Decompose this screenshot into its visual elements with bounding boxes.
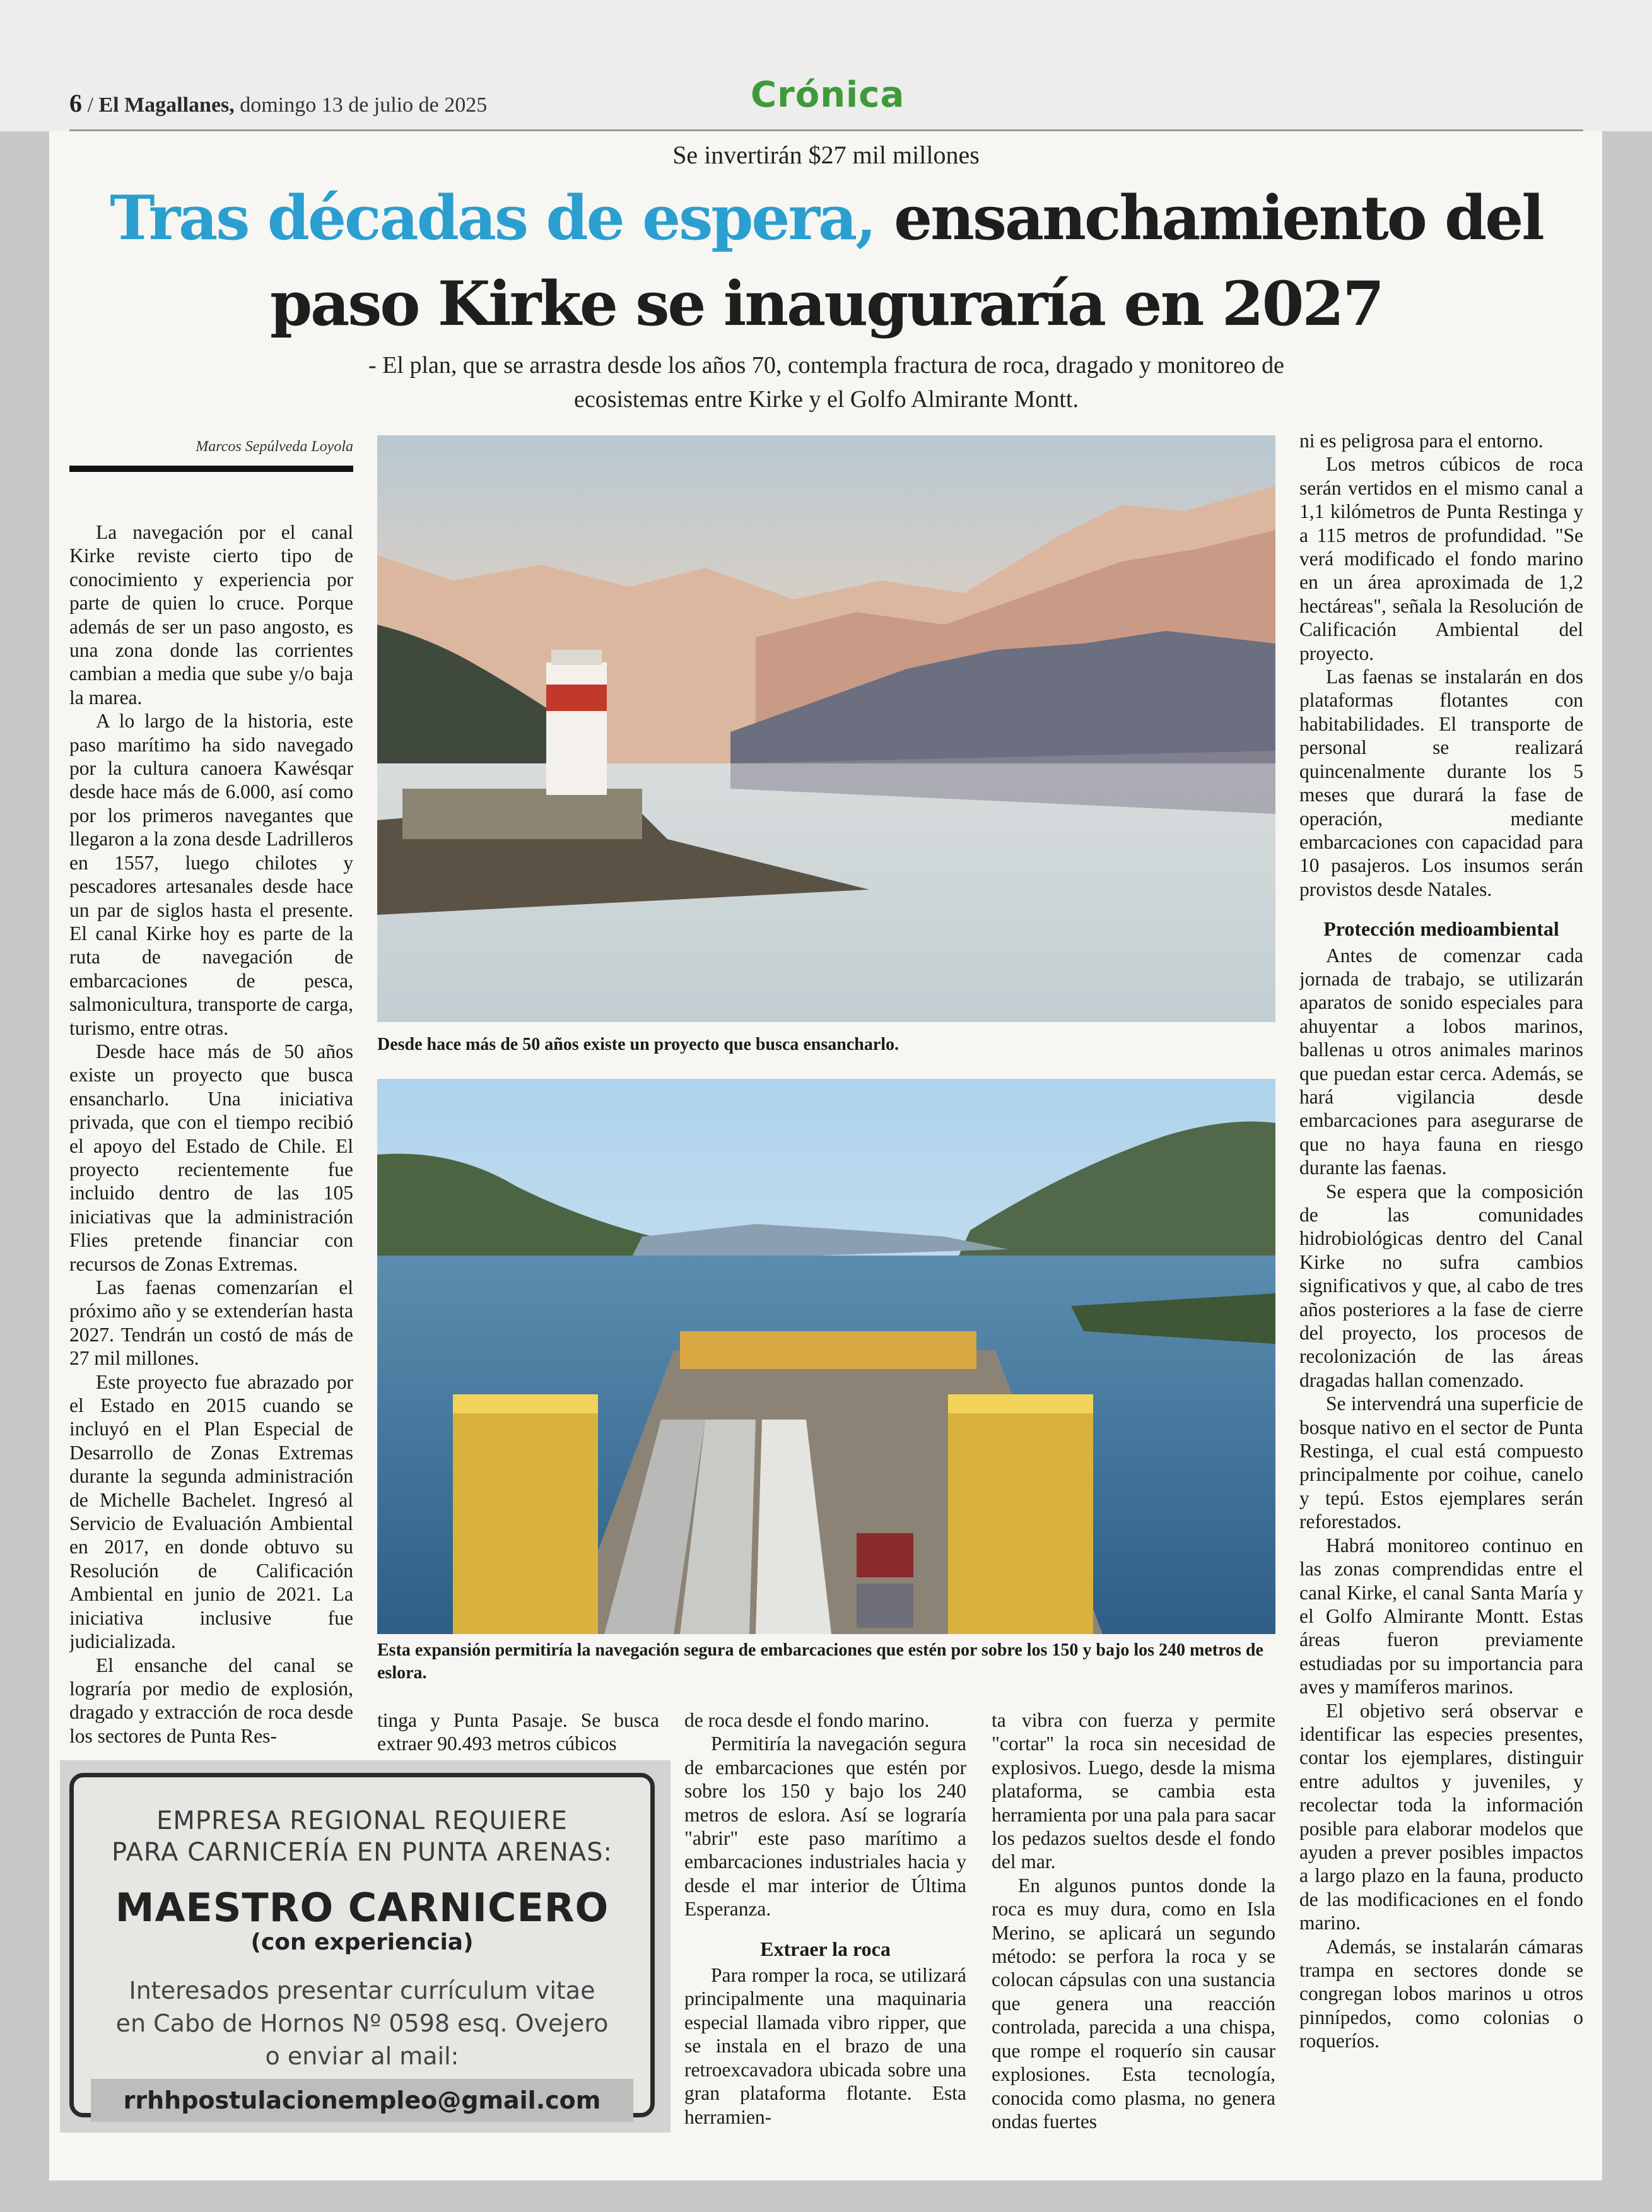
ferry-deck-photo bbox=[377, 1079, 1275, 1634]
ad-info-2: en Cabo de Hornos Nº 0598 esq. Ovejero bbox=[115, 2009, 609, 2037]
article-kicker: Se invertirán $27 mil millones bbox=[672, 141, 980, 169]
folio-separator: / bbox=[87, 93, 93, 117]
ad-title: MAESTRO CARNICERO bbox=[115, 1885, 609, 1931]
paragraph: El ensanche del canal se lograría por medio de explosión, dragado y extracción de roca desde los sectores de Punta Res- bbox=[69, 1654, 353, 1747]
folio bbox=[69, 88, 487, 118]
paragraph: En algunos puntos donde la roca es muy dura, como en Isla Merino, se aplicará un segundo método: se perfora la roca y se colocan cápsulas con una sustancia que genera una reacción controlada, parecida a una chispa, que rompe el roquerío sin causar explosiones. Esta tecnología, conocida como plasma, no genera ondas fuertes bbox=[992, 1874, 1275, 2133]
paragraph: tinga y Punta Pasaje. Se busca extraer 90.493 metros cúbicos bbox=[377, 1709, 659, 1755]
paragraph: Desde hace más de 50 años existe un proyecto que busca ensancharlo. Una iniciativa privada, que con el tiempo recibió el apoyo del Estado de Chile. El proyecto recientemente fue incluido dentro de las 105 iniciativas que la administración Flies pretende financiar con recursos de Zonas Extremas. bbox=[69, 1040, 353, 1275]
byline: Marcos Sepúlveda Loyola bbox=[196, 438, 353, 455]
subheading-proteccion: Protección medioambiental bbox=[1323, 917, 1559, 941]
ad-subtitle: (con experiencia) bbox=[250, 1929, 474, 1955]
paragraph: Las faenas comenzarían el próximo año y se extenderían hasta 2027. Tendrán un costó de más de 27 mil millones. bbox=[69, 1276, 353, 1370]
article-column-right bbox=[1299, 429, 1583, 2145]
paragraph: Las faenas se instalarán en dos plataformas flotantes con habitabilidades. El transporte de personal se realizará quincenalmente durante los 5 meses que durará la fase de operación, mediante embarcaciones con capacidad para 10 pasajeros. Los insumos serán provistos desde Natales. bbox=[1299, 666, 1583, 900]
job-ad bbox=[69, 1773, 655, 2117]
paragraph: Para romper la roca, se utilizará principalmente una maquinaria especial llamada vibro ripper, que se instala en el brazo de una retroexcavadora ubicada sobre una gran plataforma flotante. Esta herramien- bbox=[684, 1964, 966, 2128]
byline-rule bbox=[69, 466, 353, 472]
paragraph: Habrá monitoreo continuo en las zonas comprendidas entre el canal Kirke, el canal Santa María y el Golfo Almirante Montt. Estas áreas fueron previamente estudiadas por su importancia para aves y mamíferos marinos. bbox=[1299, 1534, 1583, 1698]
paragraph: El objetivo será observar e identificar las especies presentes, contar los ejemplares, distinguir entre adultos y juveniles, y recolectar toda la información posible para elaborar modelos que ayuden a prever posibles impactos a largo plazo en la fauna, producto de las modificaciones en el fondo marino. bbox=[1299, 1699, 1583, 1934]
header-rule bbox=[69, 129, 1583, 131]
paragraph: ta vibra con fuerza y permite "cortar" la roca sin necesidad de explosivos. Luego, desde la misma plataforma, se cambia esta herramienta por una pala para sacar los pedazos sueltos desde el fondo del mar. bbox=[992, 1709, 1275, 1873]
page-number: 6 bbox=[69, 89, 82, 117]
ad-info-3: o enviar al mail: bbox=[265, 2042, 459, 2070]
headline-highlight: Tras décadas de espera, bbox=[110, 182, 875, 254]
paragraph: ni es peligrosa para el entorno. bbox=[1299, 430, 1544, 452]
ad-line-1: EMPRESA REGIONAL REQUIERE bbox=[156, 1806, 568, 1835]
subheading-extraer-roca: Extraer la roca bbox=[760, 1937, 891, 1960]
article-column-3-bottom bbox=[684, 1709, 966, 2150]
paragraph: Los metros cúbicos de roca serán vertidos en el mismo canal a 1,1 kilómetros de Punta Restinga y a 115 metros de profundidad. "Se verá modificado el fondo marino en un área aproximada de 1,2 hectáreas", señala la Resolución de Calificación Ambiental del proyecto. bbox=[1299, 453, 1583, 664]
paragraph: La navegación por el canal Kirke reviste cierto tipo de conocimiento y experiencia por parte de quien lo cruce. Porque además de ser un paso angosto, es una zona donde las corrientes cambian a media que sube y/o baja la marea. bbox=[69, 521, 353, 709]
ad-email[interactable]: rrhhpostulacionempleo@gmail.com bbox=[91, 2079, 633, 2122]
article-column-2-bottom bbox=[377, 1709, 659, 1759]
paragraph: Este proyecto fue abrazado por el Estado en 2015 cuando se incluyó en el Plan Especial de Desarrollo de Zonas Extremas durante la segunda administración de Michelle Bachelet. Ingresó al Servicio de Evaluación Ambiental en 2017, en donde obtuvo su Resolución de Calificación Ambiental en junio de 2021. La iniciativa inclusive fue judicializada. bbox=[69, 1370, 353, 1653]
photo-caption-2: Esta expansión permitiría la navegación segura de embarcaciones que estén por sobre los 150 y bajo los 240 metros de eslora. bbox=[377, 1640, 1263, 1683]
publication-date: domingo 13 de julio de 2025 bbox=[240, 93, 488, 117]
ad-info-1: Interesados presentar currículum vitae bbox=[129, 1977, 595, 2004]
paragraph: Se espera que la composición de las comunidades hidrobiológicas dentro del Canal Kirke no sufra cambios significativos y que, al cabo de tres años posteriores a la fase de cierre del proyecto, los procesos de recolonización de las áreas dragadas hallan comenzado. bbox=[1299, 1180, 1583, 1391]
article-headline bbox=[95, 175, 1558, 347]
paragraph: A lo largo de la historia, este paso marítimo ha sido navegado por la cultura canoera Kawésqar desde hace más de 6.000, así como por los primeros navegantes que llegaron a la zona desde Ladrilleros en 1557, luego chilotes y pescadores artesanales desde hace un par de siglos hasta el presente. El canal Kirke hoy es parte de la ruta de navegación de embarcaciones de pesca, salmonicultura, transporte de carga, turismo, entre otras. bbox=[69, 710, 353, 1039]
paragraph: Se intervendrá una superficie de bosque nativo en el sector de Punta Restinga, el cual está compuesto principalmente por coihue, canelo y tepú. Estos ejemplares serán reforestados. bbox=[1299, 1392, 1583, 1533]
paragraph: Permitiría la navegación segura de embarcaciones que estén por sobre los 150 y bajo los 240 metros de eslora. Así se lograría "abrir" este paso marítimo a embarcaciones industriales hacia y desde el mar interior de Última Esperanza. bbox=[684, 1733, 966, 1921]
section-name: Crónica bbox=[751, 74, 905, 115]
headline-rest: ensanchamiento del paso Kirke se inauguraría en 2027 bbox=[270, 182, 1543, 339]
ad-intro bbox=[74, 1805, 650, 1868]
article-subhead: - El plan, que se arrastra desde los años 70, contempla fractura de roca, dragado y monitoreo de ecosistemas entre Kirke y el Golfo Almirante Montt. bbox=[368, 352, 1284, 413]
paragraph: de roca desde el fondo marino. bbox=[684, 1709, 930, 1731]
publication-name: El Magallanes, bbox=[98, 93, 235, 117]
article-column-4-bottom bbox=[992, 1709, 1275, 2150]
article-column-1 bbox=[69, 521, 353, 1754]
paragraph: Además, se instalarán cámaras trampa en sectores donde se congregan lobos marinos u otros pinnípedos, como colonias o roqueríos. bbox=[1299, 1935, 1583, 2052]
paragraph: Antes de comenzar cada jornada de trabajo, se utilizarán aparatos de sonido especiales para ahuyentar a lobos marinos, ballenas u otros animales marinos que puedan estar cerca. Además, se hará vigilancia desde embarcaciones para asegurarse de que no haya fauna en riesgo durante las faenas. bbox=[1299, 944, 1583, 1179]
ad-info bbox=[74, 1974, 650, 2073]
ad-line-2: PARA CARNICERÍA EN PUNTA ARENAS: bbox=[111, 1838, 613, 1867]
photo-caption-1: Desde hace más de 50 años existe un proyecto que busca ensancharlo. bbox=[377, 1035, 899, 1054]
lighthouse-channel-photo bbox=[377, 435, 1275, 1022]
